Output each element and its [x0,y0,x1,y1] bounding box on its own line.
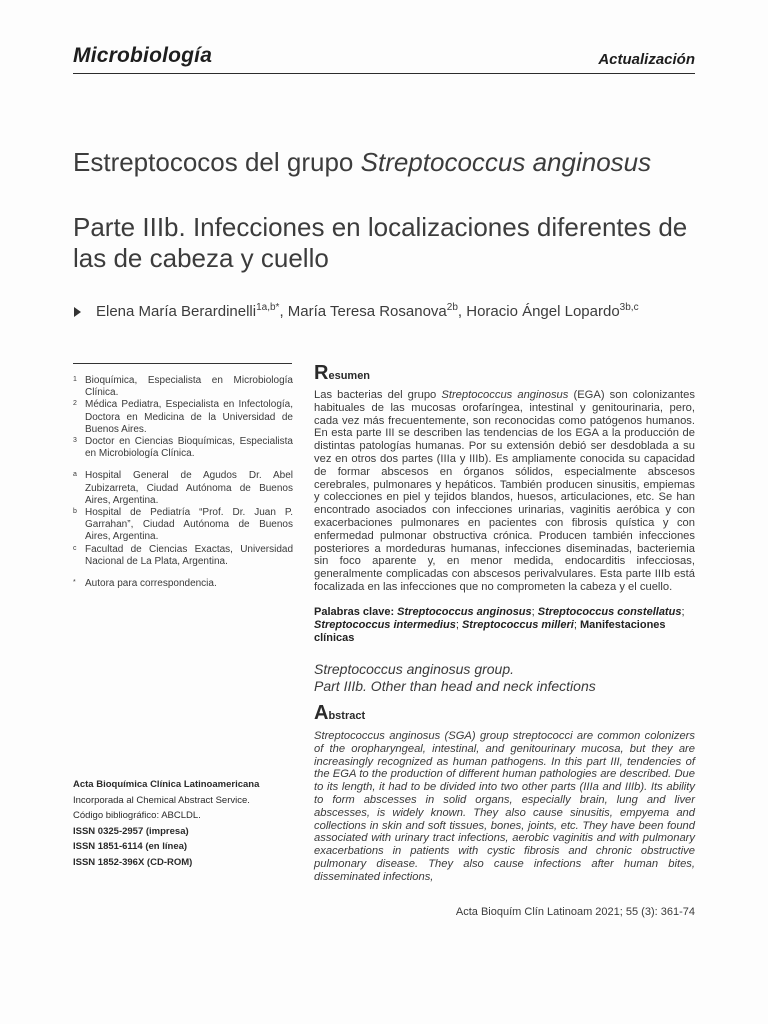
title-species: Streptococcus anginosus [360,147,652,177]
note-mark: c [73,544,77,552]
body-text: Las bacterias del grupo [314,389,442,401]
affiliations [73,375,293,590]
note-text: Hospital General de Agudos Dr. Abel Zubizarreta, Ciudad Autónoma de Buenos Aires, Argentina. [85,470,293,506]
note-text: Hospital de Pediatría “Prof. Dr. Juan P. Garrahan”, Ciudad Autónoma de Buenos Aires, Argentina. [85,507,293,543]
note-mark: b [73,508,77,516]
keyword: Streptococcus milleri [461,619,574,631]
keywords: Palabras clave: Streptococcus anginosus; Streptococcus constellatus; Streptococcus intermedius; Streptococcus milleri; Manifestaciones clínicas [314,606,685,644]
author-affil: 1a,b* [256,302,280,313]
author-name: Elena María Berardinelli [96,303,257,320]
english-title-line: Part IIIb. Other than head and neck infections [314,678,596,694]
note-text: Médica Pediatra, Especialista en Infectología, Doctora en Medicina de la Universidad de Buenos Aires. [85,399,293,435]
citation-footer: Acta Bioquím Clín Latinoam 2021; 55 (3): 361-74 [455,906,695,918]
note-text: Doctor en Ciencias Bioquímicas, Especialista en Microbiología Clínica. [85,436,293,460]
keyword: Streptococcus anginosus [397,606,532,618]
affiliation-note [73,399,293,436]
author-affil: 3b,c [619,302,639,313]
correspondence-note [73,578,293,590]
author-sep: , [457,303,467,320]
keywords-label: Palabras clave: [314,606,398,618]
header-rule [73,73,695,74]
affiliation-note [73,544,293,568]
journal-name: Acta Bioquímica Clínica Latinoamericana [73,779,260,790]
note-text: Autora para correspondencia. [85,578,217,590]
note-mark: * [73,579,76,587]
author-name: Horacio Ángel Lopardo [466,303,620,320]
note-mark: 3 [73,437,77,445]
affiliation-note [73,470,293,507]
body-text: (EGA) son colonizantes habituales de las mucosas orofaríngea, intestinal y genitourinaria, pero, cada vez más frecuentemente, son reconocidas como patógenos humanos. En esta parte III se describen las tendencias de los EGA a la producción de distintas patologías humanas. Por su extensión debió ser desdoblada a su vez en otros dos partes (IIIa y IIIb). Es ampliamente conocida su capacidad de formar abscesos en órganos sólidos, especialmente abscesos cerebrales, pulmonares y hepáticos. También producen sinusitis, empiemas y colecciones en piel y tejidos blandos, huesos, articulaciones, etc. Se han encontrado asociados con infecciones urinarias, vaginitis aeróbica y con exacerbaciones pulmonares en pacientes con fibrosis quística y con enfermedad pulmonar obstructiva crónica. Producen también infecciones posteriores a mordeduras humanas, infecciones diseminadas, bacteriemia sin foco aparente y, en menor medida, endocarditis infecciosas, generalmente complicadas con abscesos perivalvulares. Esta parte IIIb está focalizada en las infecciones que no comprometen la cabeza y el cuello. [314,389,695,593]
keyword: Streptococcus constellatus [537,606,682,618]
english-title [314,661,695,695]
bullet-triangle-icon [74,307,81,317]
keyword: Streptococcus intermedius [314,619,456,631]
category-label: Actualización [598,51,695,68]
journal-info [73,777,303,871]
resumen-heading [314,362,370,385]
heading-initial: R [314,362,329,384]
article-title [73,147,695,177]
author-sep: , [279,303,288,320]
note-mark: a [73,471,77,479]
english-title-line: Streptococcus anginosus group. [314,661,515,677]
author-name: María Teresa Rosanova [287,303,447,320]
title-prefix: Estreptococos del grupo [73,147,361,177]
heading-initial: A [314,702,329,724]
affiliation-note [73,436,293,460]
affiliation-note [73,375,293,399]
issn-print: ISSN 0325-2957 (impresa) [73,825,189,837]
note-text: Bioquímica, Especialista en Microbiología Clínica. [85,375,293,399]
article-subtitle: Parte IIIb. Infecciones en localizaciones diferentes de las de cabeza y cuello [73,212,688,273]
issn-cdrom: ISSN 1852-396X (CD-ROM) [73,856,193,868]
journal-code: Código bibliográfico: ABCLDL. [73,810,201,822]
note-text: Facultad de Ciencias Exactas, Universidad Nacional de La Plata, Argentina. [85,543,293,567]
abstract-body: Streptococcus anginosus (SGA) group streptococci are common colonizers of the oropharyngeal, intestinal, and genitourinary mucosa, but they are increasingly recognized as human pathogens. In this part III, tendencies of the EGA to the production of different human pathologies are described. Due to its length, it had to be divided into two other parts (IIIa and IIIb). Its ability to form abscesses in solid organs, especially brain, lung and liver abscesses, is widely known. They also cause sinusitis, empyema and collections in skin and soft tissues, bones, joints, etc. They have been found associated with urinary tract infections, aerobic vaginitis and with pulmonary exacerbations in patients with cystic fibrosis and chronic obstructive pulmonary disease. They also cause infections after human bites, disseminated infections, [314,730,695,883]
affiliations-rule [73,363,292,364]
keyword: Manifestaciones clínicas [314,619,666,644]
note-mark: 1 [73,376,77,383]
abstract-heading [314,702,365,725]
issn-online: ISSN 1851-6114 (en línea) [73,841,188,853]
affiliation-note [73,507,293,544]
body-species: Streptococcus anginosus [441,389,569,401]
author-affil: 2b [446,302,458,313]
journal-indexed: Incorporada al Chemical Abstract Service. [73,794,250,806]
heading-rest: esumen [328,370,371,382]
note-mark: 2 [73,400,77,408]
resumen-body [314,389,695,594]
author-list [96,302,706,320]
section-title: Microbiología [73,44,213,67]
heading-rest: bstract [328,710,366,722]
